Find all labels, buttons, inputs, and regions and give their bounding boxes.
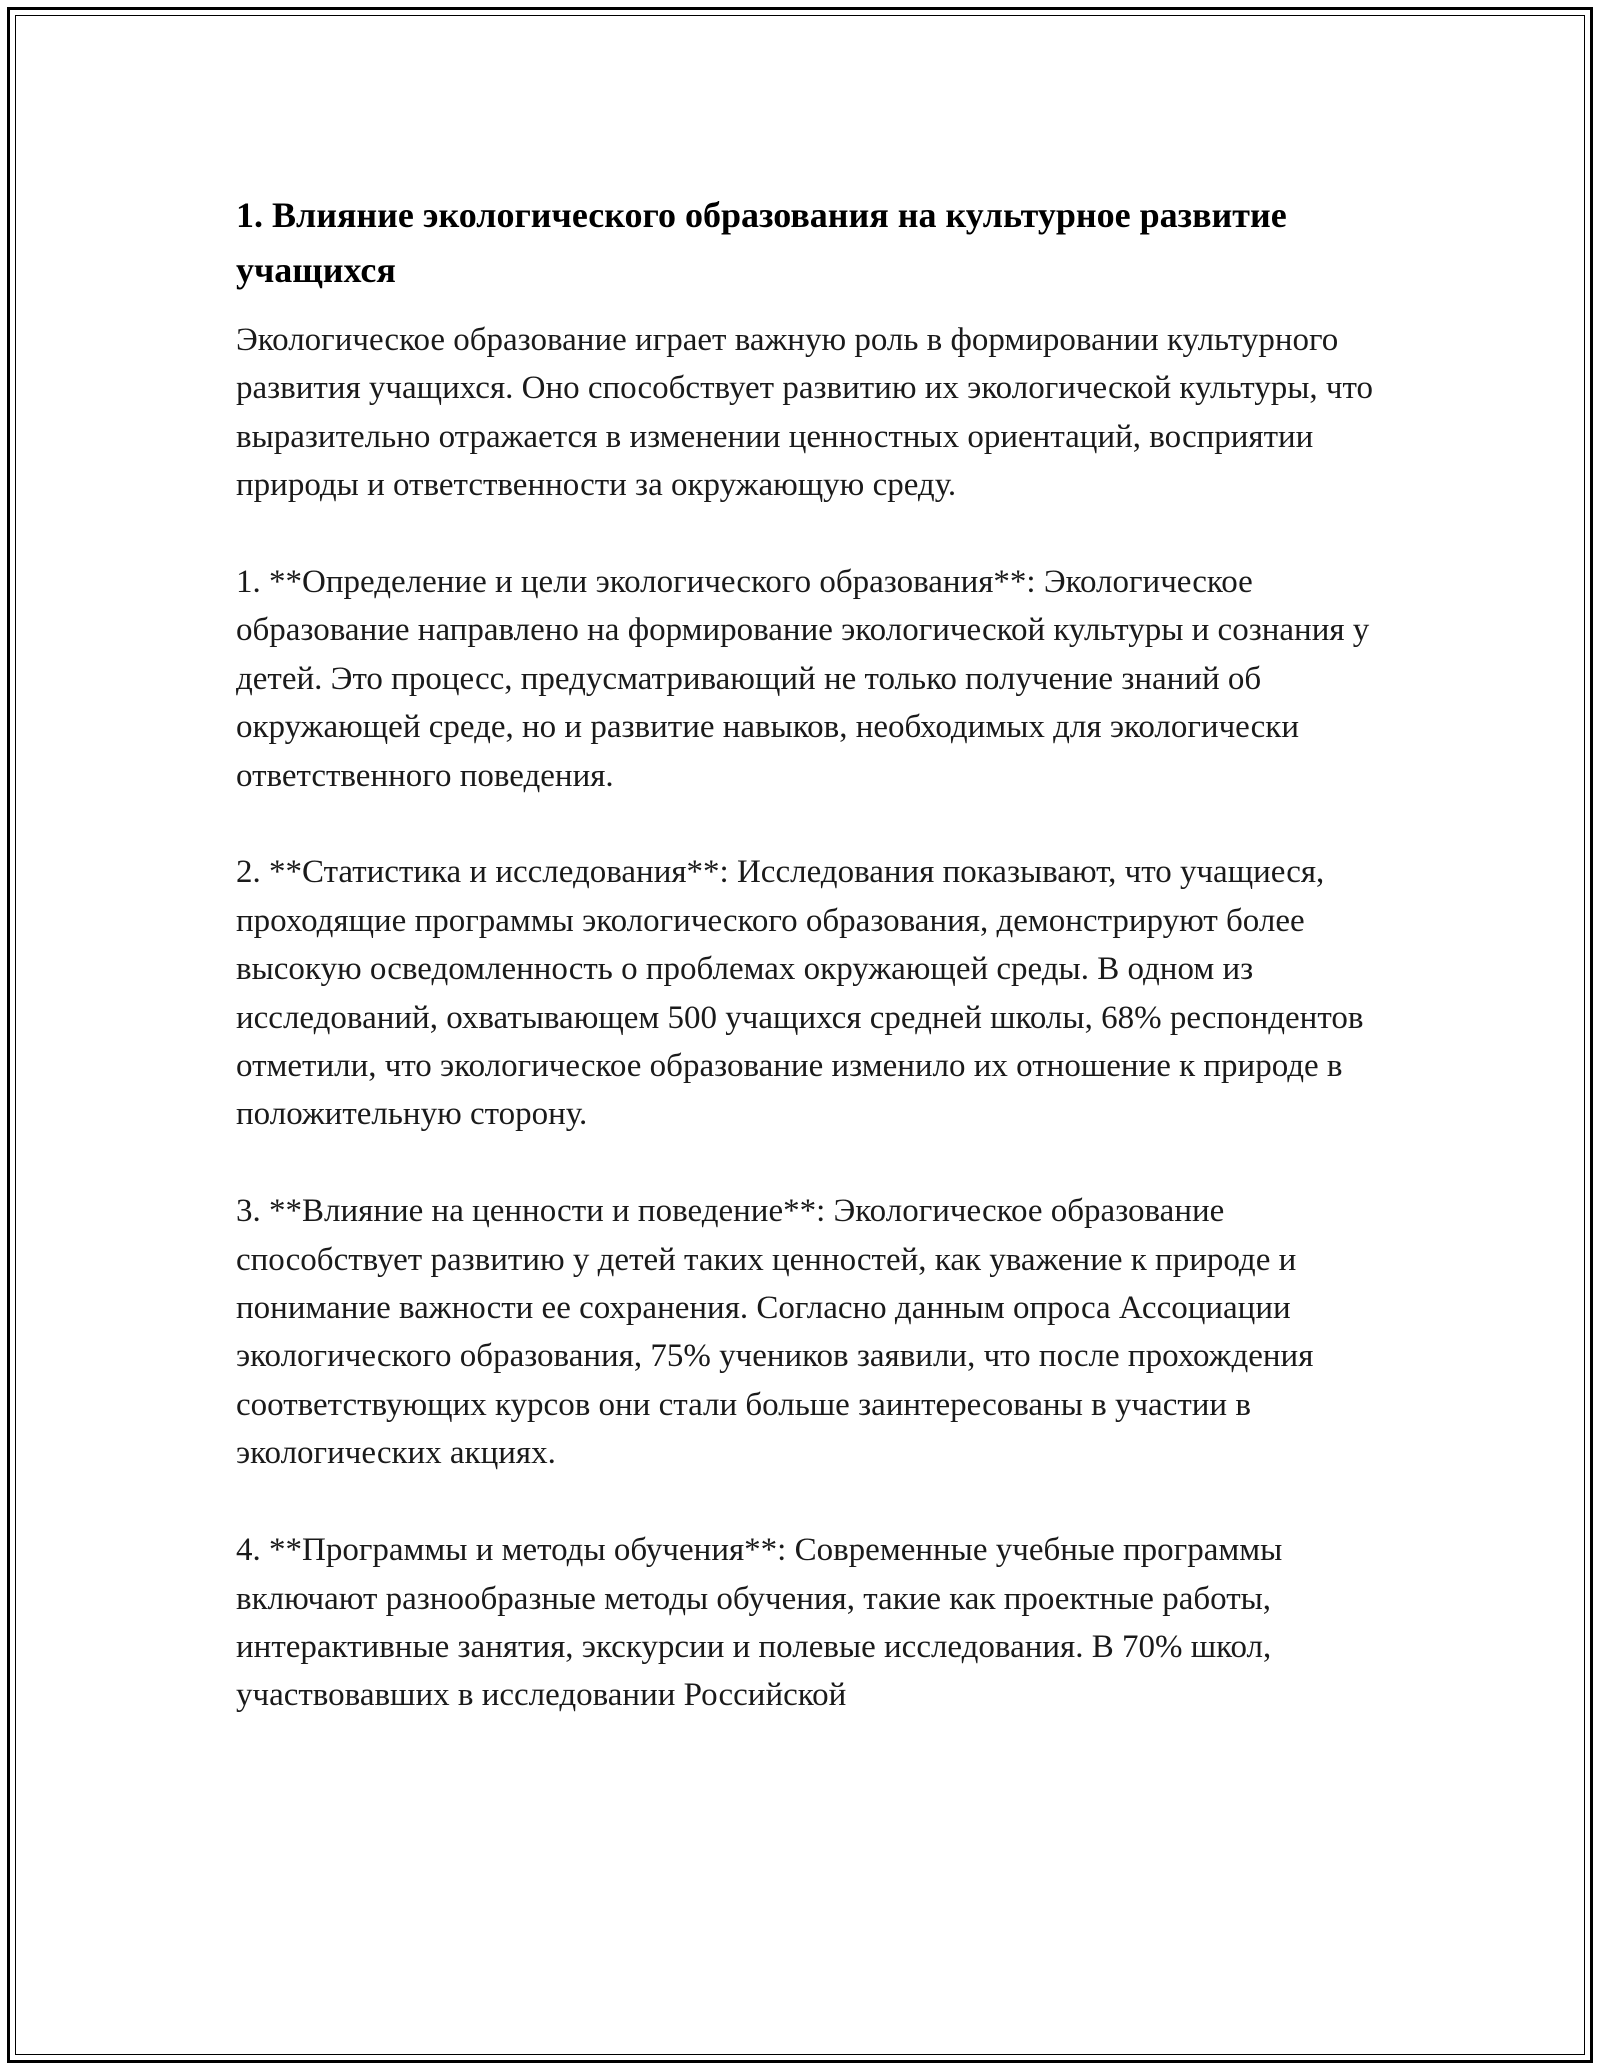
intro-paragraph: Экологическое образование играет важную роль в формировании культурного развития учащихся. Оно способствует развитию их экологической культуры, что выразительно отражается в изменении ценностных ориентаций, восприятии природы и ответственности за окружающую среду.: [236, 322, 1374, 504]
list-item-definition: 1. **Определение и цели экологического образования**: Экологическое образование направлено на формирование экологической культуры и сознания у детей. Это процесс, предусматривающий не только получение знаний об окружающей среде, но и развитие навыков, необходимых для экологически ответственного поведения.: [236, 564, 1370, 794]
document-body: [236, 188, 1386, 1768]
section-heading: 1. Влияние экологического образования на культурное развитие учащихся: [236, 195, 1287, 290]
list-item-programs: 4. **Программы и методы обучения**: Современные учебные программы включают разнообразные методы обучения, такие как проектные работы, интерактивные занятия, экскурсии и полевые исследования. В 70% школ, участвовавших в исследовании Российской: [236, 1532, 1283, 1714]
list-item-values: 3. **Влияние на ценности и поведение**: Экологическое образование способствует развитию у детей таких ценностей, как уважение к природе и понимание важности ее сохранения. Согласно данным опроса Ассоциации экологического образования, 75% учеников заявили, что после прохождения соответствующих курсов они стали больше заинтересованы в участии в экологических акциях.: [236, 1193, 1314, 1472]
list-item-statistics: 2. **Статистика и исследования**: Исследования показывают, что учащиеся, проходящие программы экологического образования, демонстрируют более высокую осведомленность о проблемах окружающей среды. В одном из исследований, охватывающем 500 учащихся средней школы, 68% респондентов отметили, что экологическое образование изменило их отношение к природе в положительную сторону.: [236, 854, 1364, 1133]
